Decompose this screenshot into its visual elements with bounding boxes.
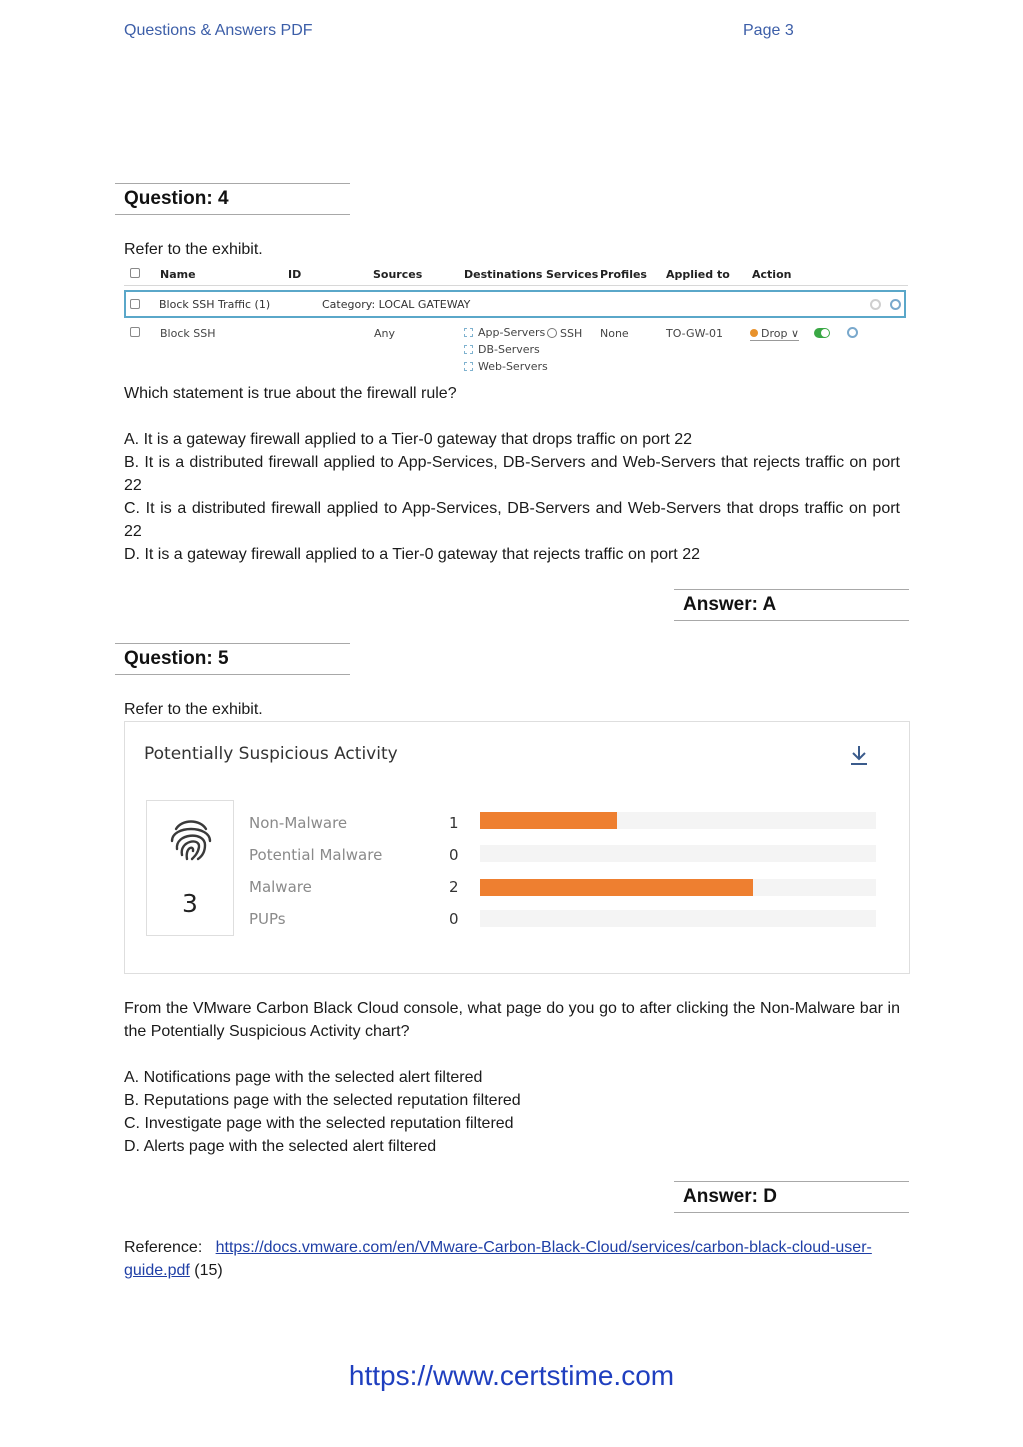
question-4-options [124, 428, 900, 566]
label-potential-malware: Potential Malware [249, 846, 383, 864]
gear-icon[interactable] [890, 299, 901, 310]
rule-action-dropdown[interactable]: Drop ∨ [750, 327, 799, 341]
col-id: ID [288, 268, 302, 281]
value-malware: 2 [449, 878, 459, 896]
select-all-checkbox[interactable] [130, 268, 140, 278]
section-name: Block SSH Traffic (1) [159, 298, 271, 311]
rule-applied-to: TO-GW-01 [666, 327, 723, 340]
rule-checkbox[interactable] [130, 327, 140, 337]
col-services: Services [546, 268, 599, 281]
col-name: Name [160, 268, 196, 281]
option-b: B. It is a distributed firewall applied to App-Services, DB-Servers and Web-Servers that rejects traffic on port 22 [124, 454, 900, 494]
reference-suffix: (15) [189, 1262, 223, 1279]
section-category: Category: LOCAL GATEWAY [322, 298, 471, 311]
answer-4: Answer: A [683, 594, 777, 615]
reference-link[interactable]: https://docs.vmware.com/en/VMware-Carbon-Black-Cloud/services/carbon-black-cloud-user-guide.pdf [124, 1239, 872, 1279]
option-d: D. It is a gateway firewall applied to a Tier-0 gateway that rejects traffic on port 22 [124, 546, 700, 563]
value-potential-malware: 0 [449, 846, 459, 864]
info-icon[interactable] [870, 299, 881, 310]
value-non-malware: 1 [449, 814, 459, 832]
rule-sources: Any [374, 327, 396, 340]
option-b: B. Reputations page with the selected reputation filtered [124, 1092, 521, 1109]
group-icon [464, 362, 473, 371]
download-icon[interactable] [849, 744, 869, 766]
rule-services: SSH [547, 327, 582, 340]
label-malware: Malware [249, 878, 312, 896]
track-non-malware[interactable] [480, 812, 876, 829]
question-5-intro: Refer to the exhibit. [124, 701, 263, 718]
value-pups: 0 [449, 910, 459, 928]
total-count: 3 [182, 889, 198, 918]
col-sources: Sources [373, 268, 423, 281]
rule-destination-1: App-Servers [464, 326, 545, 339]
answer-5-box [674, 1181, 909, 1213]
question-4-intro: Refer to the exhibit. [124, 241, 263, 258]
answer-4-box [674, 589, 909, 621]
page-number: Page 3 [743, 22, 794, 39]
answer-5: Answer: D [683, 1186, 777, 1207]
header-title: Questions & Answers PDF [124, 22, 313, 39]
rule-profiles: None [600, 327, 629, 340]
question-5-options [124, 1066, 900, 1158]
group-icon [464, 345, 473, 354]
question-4-title: Question: 4 [124, 188, 229, 209]
drop-status-icon [750, 329, 758, 337]
reference-label: Reference: [124, 1239, 203, 1256]
col-applied-to: Applied to [666, 268, 730, 281]
track-malware[interactable] [480, 879, 876, 896]
label-non-malware: Non-Malware [249, 814, 348, 832]
firewall-rule-exhibit [124, 262, 908, 376]
suspicious-activity-exhibit [124, 721, 910, 974]
reference [124, 1236, 900, 1282]
service-icon [547, 328, 557, 338]
fingerprint-icon [168, 815, 214, 865]
rule-destination-2: DB-Servers [464, 343, 540, 356]
footer-url[interactable]: https://www.certstime.com [348, 1360, 675, 1391]
firewall-table-header [124, 262, 908, 286]
rule-gear-icon[interactable] [847, 327, 858, 338]
track-pups[interactable] [480, 910, 876, 927]
question-4-text: Which statement is true about the firewall rule? [124, 385, 457, 402]
bar-non-malware[interactable] [480, 812, 617, 829]
bar-malware[interactable] [480, 879, 753, 896]
total-card [146, 800, 234, 936]
option-c: C. It is a distributed firewall applied to App-Services, DB-Servers and Web-Servers that drops traffic on port 22 [124, 500, 900, 540]
label-pups: PUPs [249, 910, 286, 928]
section-checkbox[interactable] [130, 299, 140, 309]
question-4-heading [115, 183, 350, 215]
col-profiles: Profiles [600, 268, 647, 281]
col-destinations: Destinations [464, 268, 543, 281]
option-a: A. Notifications page with the selected alert filtered [124, 1069, 483, 1086]
rule-destination-3: Web-Servers [464, 360, 548, 373]
rule-name: Block SSH [160, 327, 216, 340]
option-c: C. Investigate page with the selected reputation filtered [124, 1115, 514, 1132]
question-5-title: Question: 5 [124, 648, 229, 669]
group-icon [464, 328, 473, 337]
firewall-rule-row[interactable] [124, 320, 908, 376]
rule-enabled-toggle[interactable] [814, 328, 830, 338]
question-5-text: From the VMware Carbon Black Cloud console, what page do you go to after clicking the Non-Malware bar in the Potentially Suspicious Activity chart? [124, 1000, 900, 1040]
option-a: A. It is a gateway firewall applied to a Tier-0 gateway that drops traffic on port 22 [124, 431, 693, 448]
policy-section-row[interactable] [124, 290, 906, 318]
question-5-heading [115, 643, 350, 675]
option-d: D. Alerts page with the selected alert filtered [124, 1138, 437, 1155]
col-action: Action [752, 268, 792, 281]
widget-title: Potentially Suspicious Activity [144, 744, 398, 764]
track-potential-malware[interactable] [480, 845, 876, 862]
